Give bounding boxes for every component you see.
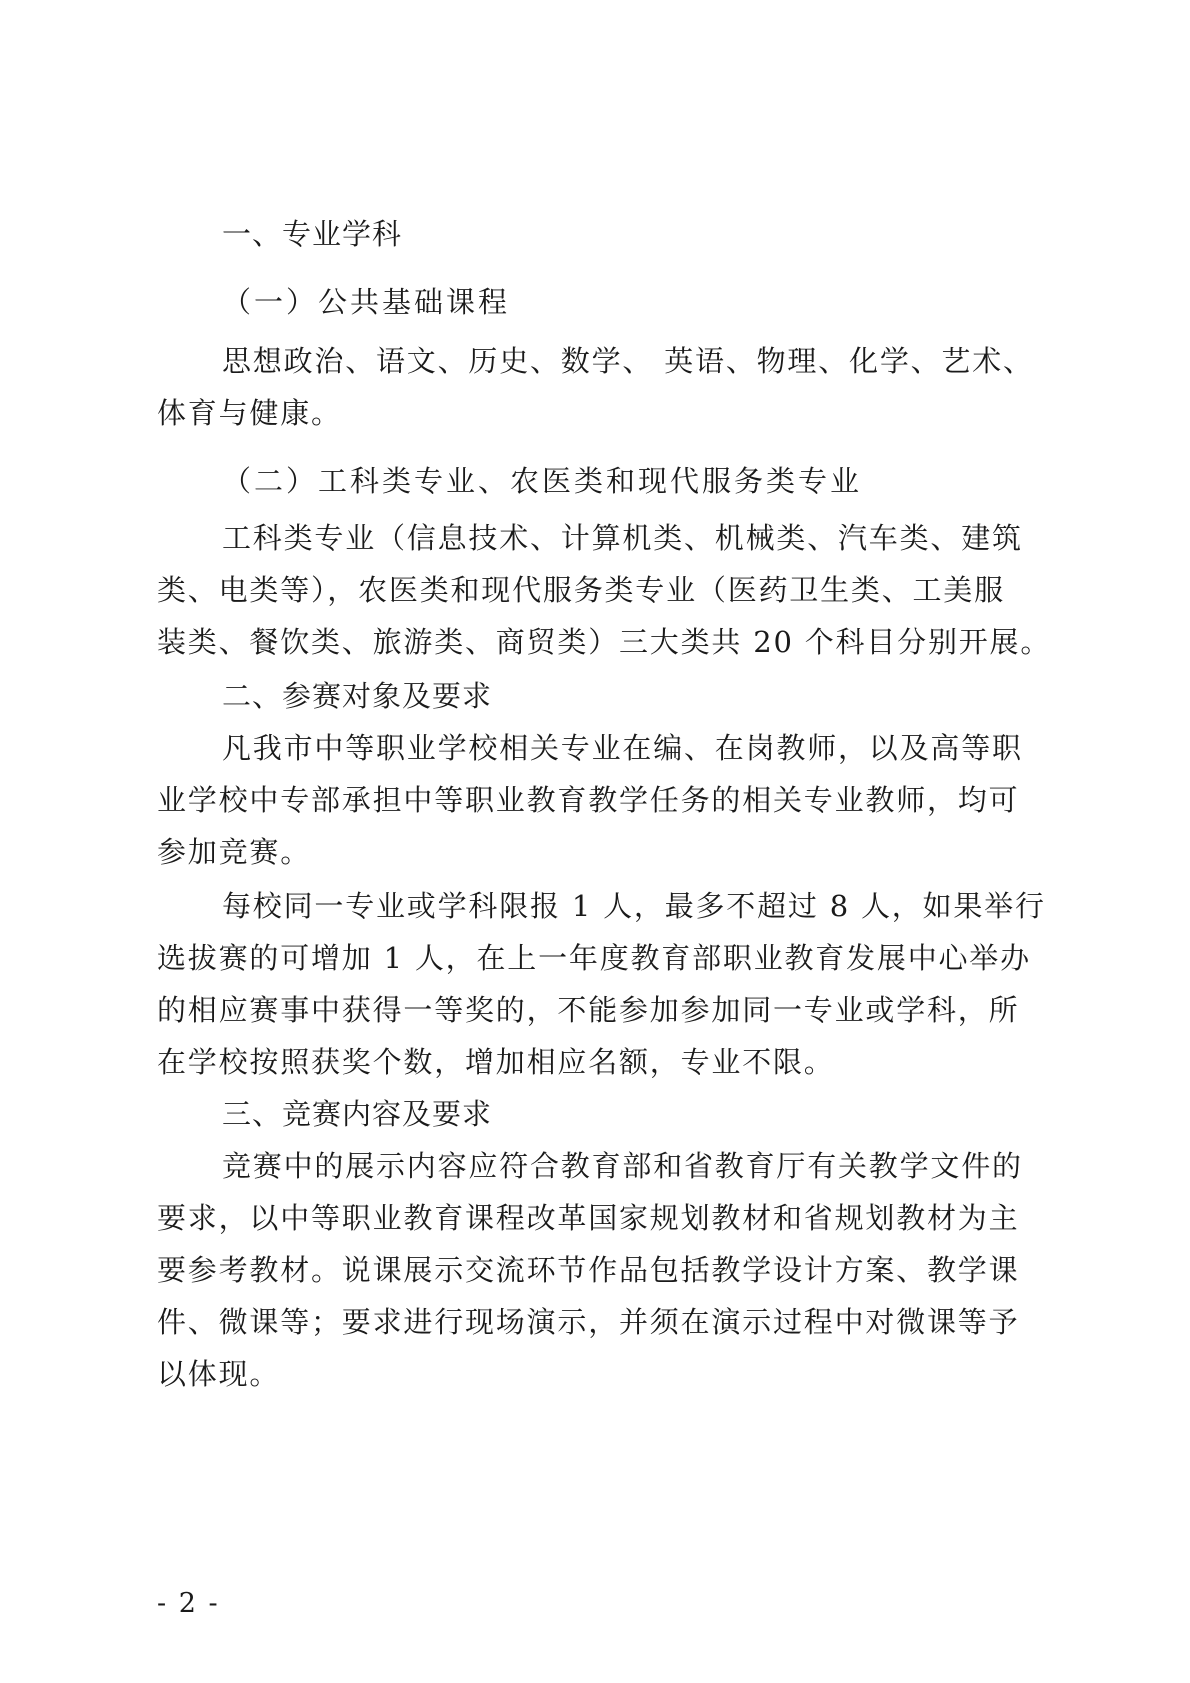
section-2-heading: 二、参赛对象及要求	[222, 679, 493, 713]
paragraph-line: 件、微课等；要求进行现场演示，并须在演示过程中对微课等予	[157, 1305, 1020, 1339]
paragraph-line: 要求，以中等职业教育课程改革国家规划教材和省规划教材为主	[157, 1201, 1020, 1235]
paragraph-line: 工科类专业（信息技术、计算机类、机械类、汽车类、建筑	[222, 521, 1023, 555]
paragraph-line: 思想政治、语文、历史、数学、 英语、物理、化学、艺术、	[222, 344, 1034, 378]
paragraph-line: 要参考教材。说课展示交流环节作品包括教学设计方案、教学课	[157, 1253, 1020, 1287]
paragraph-line: 竞赛中的展示内容应符合教育部和省教育厅有关教学文件的	[222, 1149, 1023, 1183]
paragraph-line: 的相应赛事中获得一等奖的，不能参加参加同一专业或学科，所	[157, 993, 1020, 1027]
paragraph-line: 每校同一专业或学科限报 1 人，最多不超过 8 人，如果举行	[222, 889, 1046, 923]
paragraph-line: 体育与健康。	[157, 396, 342, 430]
paragraph-line: 凡我市中等职业学校相关专业在编、在岗教师，以及高等职	[222, 731, 1023, 765]
paragraph-line: 选拔赛的可增加 1 人，在上一年度教育部职业教育发展中心举办	[157, 941, 1031, 975]
paragraph-line: 类、电类等），农医类和现代服务类专业（医药卫生类、工美服	[157, 573, 1005, 607]
section-3-heading: 三、竞赛内容及要求	[222, 1097, 493, 1131]
section-1-subheading-1: （一）公共基础课程	[222, 285, 511, 319]
section-1-subheading-2: （二）工科类专业、农医类和现代服务类专业	[222, 464, 863, 498]
paragraph-line: 业学校中专部承担中等职业教育教学任务的相关专业教师，均可	[157, 783, 1020, 817]
paragraph-line: 在学校按照获奖个数，增加相应名额，专业不限。	[157, 1045, 835, 1079]
page-number: - 2 -	[157, 1588, 220, 1619]
paragraph-line: 装类、餐饮类、旅游类、商贸类）三大类共 20 个科目分别开展。	[157, 625, 1052, 659]
paragraph-line: 参加竞赛。	[157, 835, 312, 869]
section-1-heading: 一、专业学科	[222, 217, 403, 251]
paragraph-line: 以体现。	[157, 1357, 281, 1391]
